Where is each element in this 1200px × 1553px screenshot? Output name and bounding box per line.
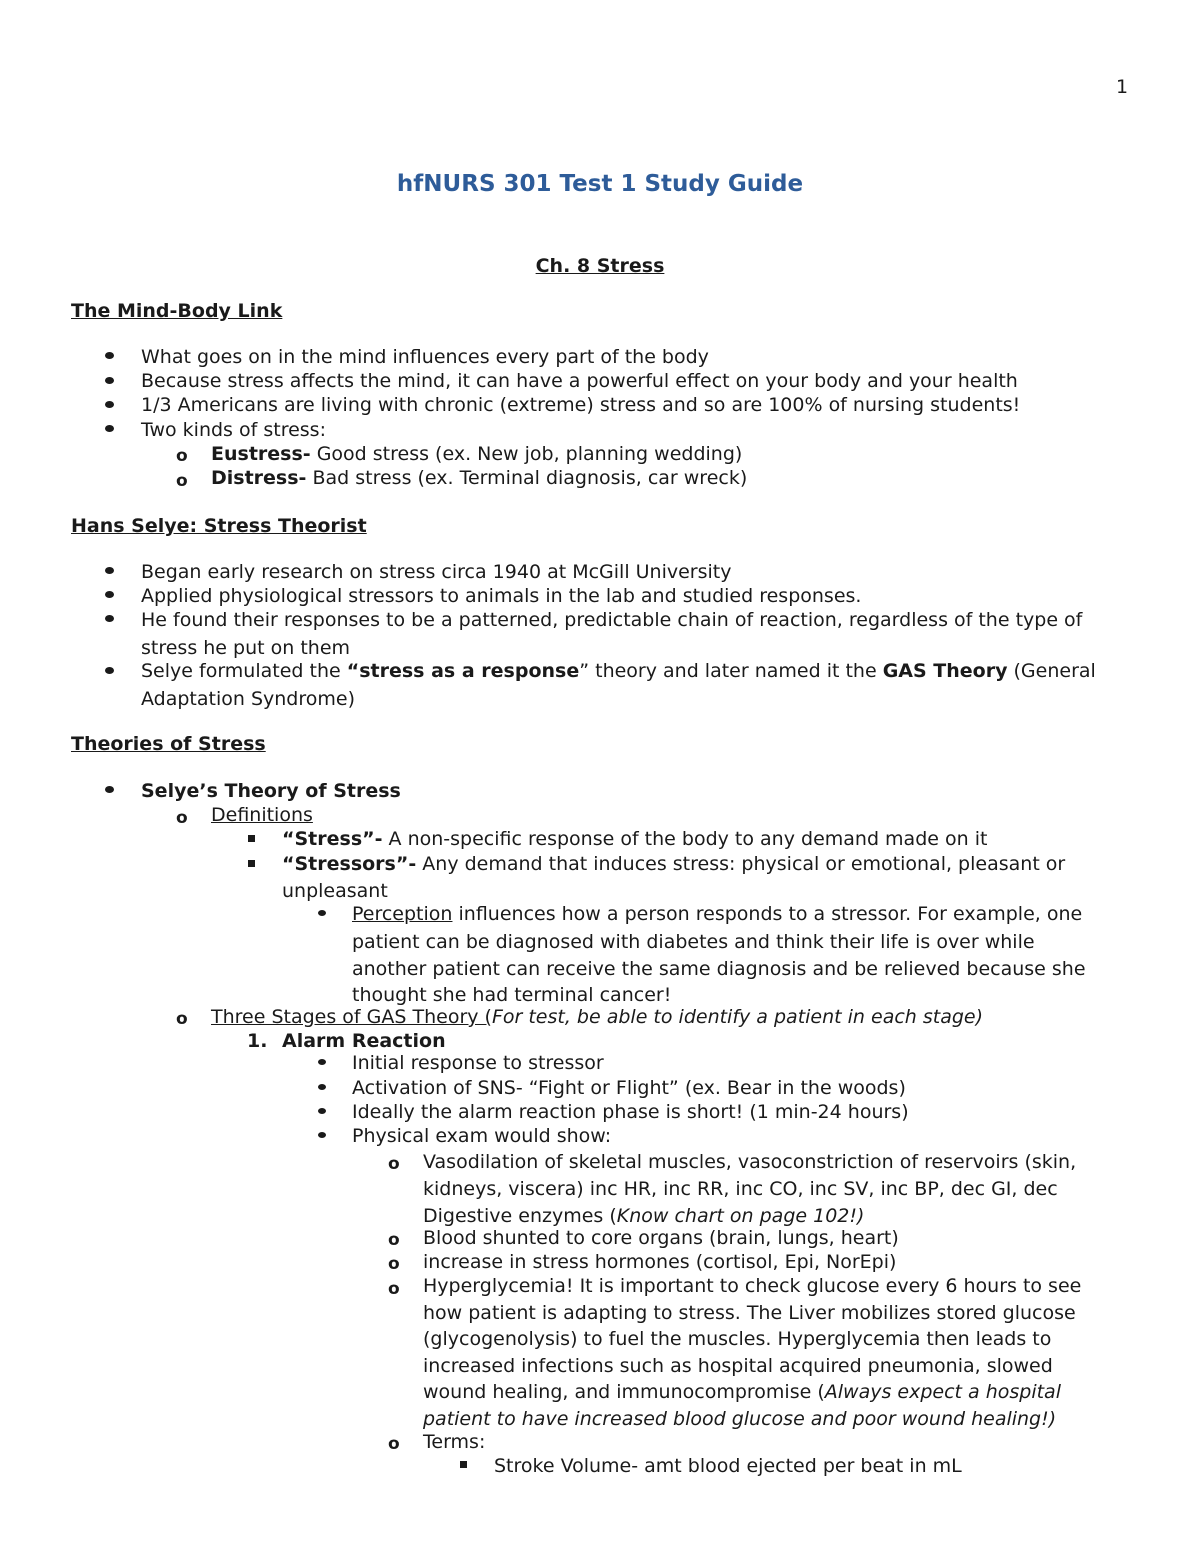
exam-item-continuation: patient to have increased blood glucose and poor wound healing!)	[423, 1408, 1057, 1430]
term-stress-text: A non-specific response of the body to any demand made on it	[382, 828, 988, 850]
section-heading-mind-body: The Mind-Body Link	[71, 300, 283, 322]
exam-item-continuation	[423, 1380, 1061, 1404]
term-eustress: Eustress-	[211, 443, 311, 465]
gas-text-c: ” theory and later named it the	[579, 660, 883, 682]
bullet-icon	[105, 591, 114, 598]
list-item: Ideally the alarm reaction phase is short! (1 min-24 hours)	[352, 1101, 909, 1123]
list-item: Applied physiological stressors to animals in the lab and studied responses.	[141, 585, 862, 607]
term-stressors-text: Any demand that induces stress: physical or emotional, pleasant or	[416, 853, 1066, 875]
exam-1-note: Know chart on page 102!)	[616, 1205, 865, 1227]
term-item: Stroke Volume- amt blood ejected per beat in mL	[494, 1455, 962, 1477]
bullet-icon	[105, 401, 114, 408]
section-heading-selye: Hans Selye: Stress Theorist	[71, 515, 367, 537]
circle-bullet-icon: o	[176, 446, 188, 466]
three-stages-note: For test, be able to identify a patient in each stage)	[491, 1006, 984, 1028]
list-item-continuation: thought she had terminal cancer!	[352, 984, 672, 1006]
term-eustress-text: Good stress (ex. New job, planning wedding)	[310, 443, 743, 465]
stage-number: 1.	[247, 1030, 268, 1052]
circle-bullet-icon: o	[388, 1434, 400, 1454]
exam-item: increase in stress hormones (cortisol, Epi, NorEpi)	[423, 1251, 897, 1273]
circle-bullet-icon: o	[176, 808, 188, 828]
exam-item: Vasodilation of skeletal muscles, vasoconstriction of reservoirs (skin,	[423, 1151, 1077, 1173]
circle-bullet-icon: o	[176, 1009, 188, 1029]
page-number: 1	[1116, 76, 1129, 98]
list-item-continuation: patient can be diagnosed with diabetes and think their life is over while	[352, 931, 1035, 953]
bullet-icon	[105, 352, 114, 359]
term-distress-text: Bad stress (ex. Terminal diagnosis, car wreck)	[306, 467, 748, 489]
definition-continuation: unpleasant	[282, 880, 388, 902]
term-stress: “Stress”-	[282, 828, 383, 850]
list-item-gas	[141, 659, 1096, 683]
circle-bullet-icon: o	[176, 471, 188, 491]
exam-item: Hyperglycemia! It is important to check glucose every 6 hours to see	[423, 1275, 1082, 1297]
square-bullet-icon	[248, 860, 255, 867]
gas-text-e: (General	[1007, 660, 1096, 682]
exam-item-continuation: kidneys, viscera) inc HR, inc RR, inc CO, inc SV, inc BP, dec GI, dec	[423, 1178, 1058, 1200]
gas-text-b: “stress as a response	[346, 660, 580, 682]
list-item-selye-theory: Selye’s Theory of Stress	[141, 780, 401, 802]
bullet-icon	[105, 786, 114, 793]
list-item: Initial response to stressor	[352, 1052, 604, 1074]
list-item: 1/3 Americans are living with chronic (extreme) stress and so are 100% of nursing students!	[141, 394, 1021, 416]
bullet-icon	[318, 1108, 326, 1114]
bullet-icon	[105, 425, 114, 432]
exam-item-continuation: how patient is adapting to stress. The Liver mobilizes stored glucose	[423, 1302, 1076, 1324]
document-title: hfNURS 301 Test 1 Study Guide	[396, 171, 804, 197]
list-item-eustress	[211, 442, 742, 466]
exam-item-continuation	[423, 1204, 864, 1228]
list-item: Began early research on stress circa 1940 at McGill University	[141, 561, 732, 583]
list-item-continuation: another patient can receive the same diagnosis and be relieved because she	[352, 958, 1086, 980]
circle-bullet-icon: o	[388, 1279, 400, 1299]
square-bullet-icon	[460, 1461, 467, 1468]
exam-4-note: Always expect a hospital	[824, 1381, 1061, 1403]
list-item-perception	[352, 902, 1082, 926]
terms-label: Terms:	[423, 1431, 486, 1453]
list-item: Two kinds of stress:	[141, 419, 326, 441]
bullet-icon	[105, 377, 114, 384]
gas-text-a: Selye formulated the	[141, 660, 347, 682]
circle-bullet-icon: o	[388, 1230, 400, 1250]
square-bullet-icon	[248, 835, 255, 842]
list-item-three-stages	[211, 1005, 983, 1029]
definition-stressors	[282, 852, 1065, 876]
bullet-icon	[105, 667, 114, 674]
gas-text-d: GAS Theory	[882, 660, 1008, 682]
exam-item-continuation: (glycogenolysis) to fuel the muscles. Hyperglycemia then leads to	[423, 1328, 1052, 1350]
definitions-label: Definitions	[211, 804, 313, 826]
bullet-icon	[105, 615, 114, 622]
term-distress: Distress-	[211, 467, 307, 489]
three-stages-label: Three Stages of GAS Theory (	[211, 1006, 492, 1028]
definition-stress	[282, 827, 987, 851]
bullet-icon	[318, 1084, 326, 1090]
list-item: Because stress affects the mind, it can have a powerful effect on your body and your health	[141, 370, 1018, 392]
bullet-icon	[318, 910, 326, 916]
bullet-icon	[318, 1132, 326, 1138]
list-item: Activation of SNS- “Fight or Flight” (ex. Bear in the woods)	[352, 1077, 906, 1099]
list-item: What goes on in the mind influences every part of the body	[141, 346, 709, 368]
exam-item-continuation: increased infections such as hospital acquired pneumonia, slowed	[423, 1355, 1053, 1377]
perception-term: Perception	[352, 903, 453, 925]
section-heading-theories: Theories of Stress	[71, 733, 266, 755]
list-item-continuation: stress he put on them	[141, 637, 351, 659]
term-stressors: “Stressors”-	[282, 853, 417, 875]
bullet-icon	[318, 1059, 326, 1065]
exam-1-text: Digestive enzymes (	[423, 1205, 617, 1227]
perception-text: influences how a person responds to a stressor. For example, one	[452, 903, 1083, 925]
list-item: Physical exam would show:	[352, 1125, 612, 1147]
circle-bullet-icon: o	[388, 1254, 400, 1274]
exam-4-text: wound healing, and immunocompromise (	[423, 1381, 825, 1403]
exam-item: Blood shunted to core organs (brain, lungs, heart)	[423, 1227, 899, 1249]
circle-bullet-icon: o	[388, 1154, 400, 1174]
list-item: He found their responses to be a patterned, predictable chain of reaction, regardless of the type of	[141, 609, 1083, 631]
chapter-heading: Ch. 8 Stress	[535, 255, 665, 277]
bullet-icon	[105, 567, 114, 574]
list-item-distress	[211, 466, 747, 490]
list-item-continuation: Adaptation Syndrome)	[141, 688, 355, 710]
stage-title-alarm: Alarm Reaction	[282, 1030, 446, 1052]
